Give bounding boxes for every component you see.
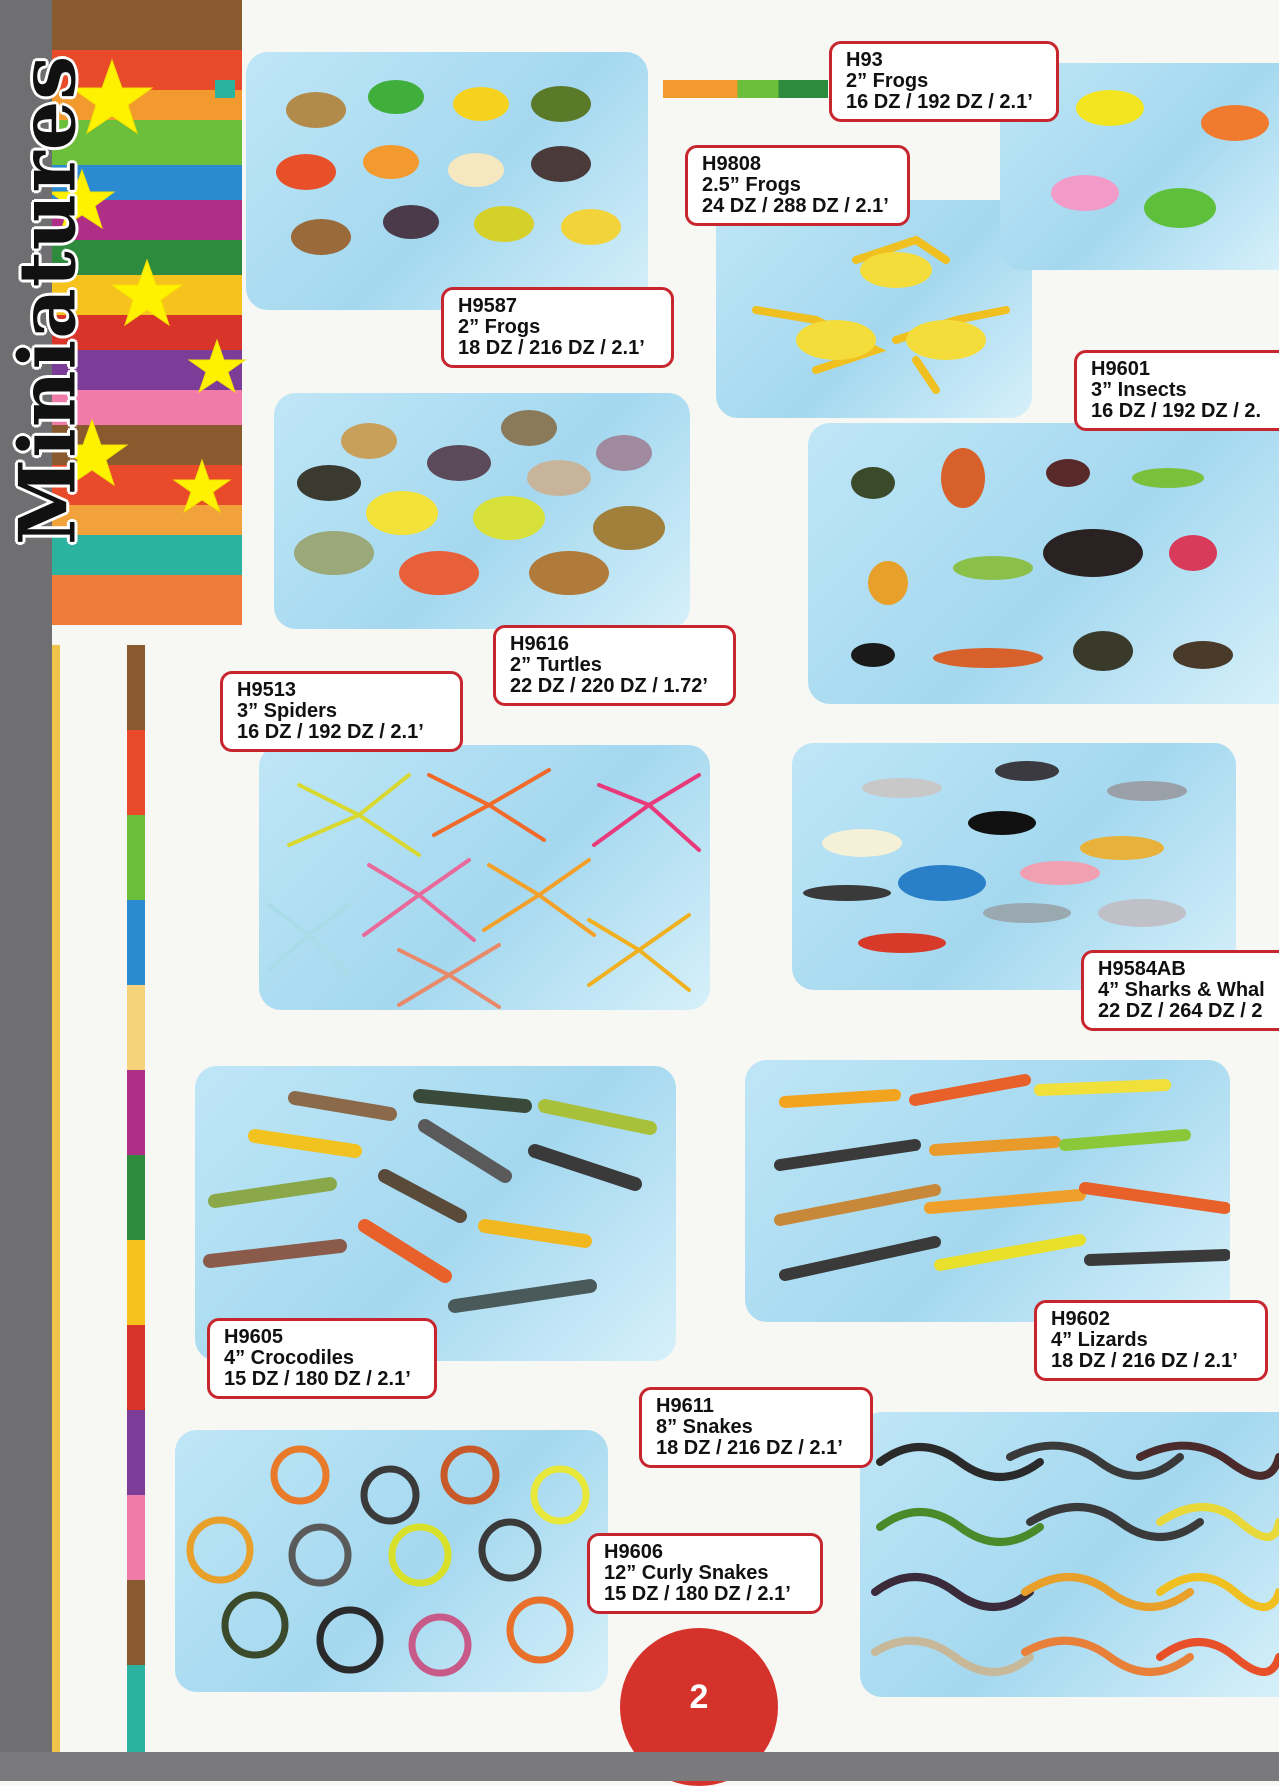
product-name: 4” Crocodiles bbox=[224, 1347, 355, 1369]
page-frame-bottom bbox=[0, 1752, 1279, 1781]
product-photo-h9602-lizards bbox=[745, 1060, 1230, 1322]
product-name: 4” Lizards bbox=[1051, 1329, 1148, 1351]
product-label-h9587 bbox=[441, 287, 674, 368]
curly-snakes-illustration bbox=[175, 1430, 608, 1692]
product-label-h9605 bbox=[207, 1318, 437, 1399]
product-packing: 18 DZ / 216 DZ / 2.1’ bbox=[1051, 1350, 1238, 1372]
product-photo-h9513-spiders bbox=[259, 745, 710, 1010]
section-title-text: Miniatures bbox=[2, 54, 94, 546]
product-packing: 16 DZ / 192 DZ / 2.1’ bbox=[846, 91, 1033, 113]
product-label-h9601 bbox=[1074, 350, 1279, 431]
product-code: H9605 bbox=[224, 1326, 283, 1348]
product-name: 12” Curly Snakes bbox=[604, 1562, 769, 1584]
color-stripe-thin bbox=[127, 645, 145, 1752]
product-photo-h9606-curly-snakes bbox=[175, 1430, 608, 1692]
product-packing: 15 DZ / 180 DZ / 2.1’ bbox=[604, 1583, 791, 1605]
product-packing: 22 DZ / 264 DZ / 2 bbox=[1098, 1000, 1263, 1022]
lizards-illustration bbox=[745, 1060, 1230, 1322]
product-packing: 16 DZ / 192 DZ / 2.1’ bbox=[237, 721, 424, 743]
product-photo-h9616-turtles bbox=[274, 393, 690, 629]
product-code: H9602 bbox=[1051, 1308, 1110, 1330]
turtles-illustration bbox=[274, 393, 690, 629]
product-packing: 18 DZ / 216 DZ / 2.1’ bbox=[458, 337, 645, 359]
crocodiles-illustration bbox=[195, 1066, 676, 1361]
product-label-h9513 bbox=[220, 671, 463, 752]
product-code: H9587 bbox=[458, 295, 517, 317]
page-number: 2 bbox=[689, 1678, 709, 1716]
product-code: H9611 bbox=[656, 1395, 714, 1417]
frogs-large-illustration bbox=[716, 200, 1032, 418]
insects-illustration bbox=[808, 423, 1279, 704]
product-code: H9606 bbox=[604, 1541, 663, 1563]
frogs-illustration bbox=[246, 52, 648, 310]
product-name: 2.5” Frogs bbox=[702, 174, 801, 196]
spiders-illustration bbox=[259, 745, 710, 1010]
product-photo-h9587-frogs bbox=[246, 52, 648, 310]
product-name: 3” Spiders bbox=[237, 700, 338, 722]
product-name: 3” Insects bbox=[1091, 379, 1187, 401]
product-label-h9616 bbox=[493, 625, 736, 706]
product-photo-h9601-insects bbox=[808, 423, 1279, 704]
product-label-h9606 bbox=[587, 1533, 823, 1614]
product-code: H9584AB bbox=[1098, 958, 1186, 980]
product-name: 4” Sharks & Whal bbox=[1098, 979, 1265, 1001]
accent-bar-right bbox=[663, 80, 828, 98]
product-code: H9513 bbox=[237, 679, 296, 701]
product-code: H93 bbox=[846, 49, 883, 71]
product-name: 2” Frogs bbox=[458, 316, 541, 338]
product-packing: 22 DZ / 220 DZ / 1.72’ bbox=[510, 675, 708, 697]
product-label-h93 bbox=[829, 41, 1059, 122]
product-packing: 18 DZ / 216 DZ / 2.1’ bbox=[656, 1437, 843, 1459]
product-packing: 24 DZ / 288 DZ / 2.1’ bbox=[702, 195, 889, 217]
product-photo-h9611-snakes bbox=[860, 1412, 1279, 1697]
snakes-illustration bbox=[860, 1412, 1279, 1697]
accent-bar-left bbox=[215, 80, 235, 98]
product-label-h9611 bbox=[639, 1387, 873, 1468]
product-code: H9808 bbox=[702, 153, 761, 175]
product-packing: 16 DZ / 192 DZ / 2. bbox=[1091, 400, 1262, 422]
product-photo-h9808-frogs bbox=[716, 200, 1032, 418]
product-name: 8” Snakes bbox=[656, 1416, 753, 1438]
page-edge-stripe bbox=[52, 645, 60, 1752]
product-label-h9602 bbox=[1034, 1300, 1268, 1381]
product-packing: 15 DZ / 180 DZ / 2.1’ bbox=[224, 1368, 411, 1390]
section-title bbox=[3, 55, 94, 545]
product-name: 2” Turtles bbox=[510, 654, 602, 676]
product-code: H9601 bbox=[1091, 358, 1150, 380]
product-label-h9584ab bbox=[1081, 950, 1279, 1031]
product-code: H9616 bbox=[510, 633, 569, 655]
product-name: 2” Frogs bbox=[846, 70, 929, 92]
product-photo-h9605-crocodiles bbox=[195, 1066, 676, 1361]
product-label-h9808 bbox=[685, 145, 910, 226]
